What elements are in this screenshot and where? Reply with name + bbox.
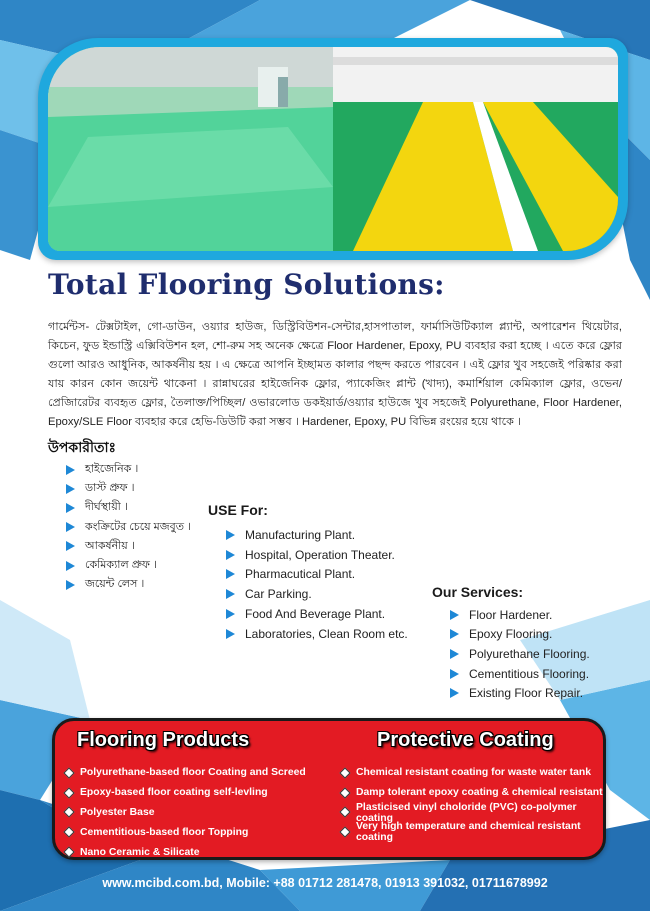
diamond-bullet-icon — [339, 787, 350, 798]
hero-photo — [48, 47, 618, 251]
services-list — [450, 605, 590, 703]
arrow-bullet-icon — [226, 530, 235, 540]
list-item: Very high temperature and chemical resistant coating — [341, 822, 603, 842]
list-item: Cementitious-based floor Topping — [65, 822, 306, 842]
list-item: Polyurethane-based floor Coating and Screed — [65, 763, 306, 783]
list-item: Pharmacutical Plant. — [226, 565, 408, 585]
arrow-bullet-icon — [226, 629, 235, 639]
intro-paragraph: গার্মেন্টস- টেক্সটাইল, গো-ডাউন, ওয়্যার হাউজ, ডিস্ট্রিবিউশন-সেন্টার,হাসপাতাল, ফার্মাসিউটিক্যাল প্ল্যান্ট, অপারেশন থিয়েটার, কিচেন, ফুড ইন্ডাস্ট্রি এক্সিবিউশন হল, শো-রুম সহ অনেক ক্ষেত্রে Floor Hardener, Epoxy, PU ব্যবহার করা হচ্ছে । এতে করে ফ্লোর গুলো আরও আধুনিক, আকর্ষনীয় হয় । এ ক্ষেত্রে আপনি ইচ্ছামত কালার পছন্দ করতে পারবেন । এই ফ্লোর খুব সহজেই পরিষ্কার করা যায় কারন কোন জয়েন্ট থাকেনা । রান্নাঘরের হাইজেনিক ফ্লোর, প্যাকেজিং প্লান্ট (খাদ্য), কমার্শিয়াল কেমিক্যাল ফ্লোর, ওভেন/প্রেজিারেটর ব্যবহৃত ফ্লোর, তৈলাক্ত/পিচ্ছিল/ ওভারলোড ডকইয়ার্ড/ওয়্যার হাউজে খুব সহজেই Polyurethane, Floor Hardener, Epoxy/SLE Floor ব্যবহার করে হেভি-ডিউটি করা সম্ভব । Hardener, Epoxy, PU বিভিন্ন রংয়ের হয়ে থাকে । — [48, 321, 622, 428]
arrow-bullet-icon — [66, 465, 75, 475]
arrow-bullet-icon — [66, 522, 75, 532]
list-item: Existing Floor Repair. — [450, 683, 590, 703]
arrow-bullet-icon — [66, 580, 75, 590]
arrow-bullet-icon — [66, 541, 75, 551]
arrow-bullet-icon — [450, 669, 459, 679]
diamond-bullet-icon — [339, 807, 350, 818]
list-item: Damp tolerant epoxy coating & chemical resistant — [341, 783, 603, 803]
list-item: জয়েন্ট লেস । — [66, 575, 191, 594]
arrow-bullet-icon — [66, 561, 75, 571]
list-item: আকর্ষনীয় । — [66, 537, 191, 556]
arrow-bullet-icon — [66, 503, 75, 513]
benefits-heading: উপকারীতাঃ — [48, 439, 116, 455]
list-item: Nano Ceramic & Silicate — [65, 842, 306, 862]
diamond-bullet-icon — [63, 807, 74, 818]
list-item: কংক্রিটের চেয়ে মজবুত । — [66, 518, 191, 537]
list-item: Polyester Base — [65, 803, 306, 823]
diamond-bullet-icon — [63, 827, 74, 838]
use-for-heading: USE For: — [208, 502, 268, 518]
arrow-bullet-icon — [226, 609, 235, 619]
protective-coating-heading: Protective Coating — [377, 729, 554, 751]
benefits-list — [66, 460, 191, 594]
diamond-bullet-icon — [63, 767, 74, 778]
arrow-bullet-icon — [66, 484, 75, 494]
list-item: Polyurethane Flooring. — [450, 644, 590, 664]
flooring-products-heading: Flooring Products — [77, 729, 250, 751]
diamond-bullet-icon — [63, 846, 74, 857]
list-item: Epoxy Flooring. — [450, 625, 590, 645]
flooring-products-list — [65, 763, 306, 862]
green-epoxy-floor-photo — [48, 47, 333, 251]
services-heading: Our Services: — [432, 584, 524, 600]
arrow-bullet-icon — [226, 589, 235, 599]
arrow-bullet-icon — [226, 569, 235, 579]
arrow-bullet-icon — [450, 610, 459, 620]
list-item: কেমিক্যাল প্রুফ । — [66, 556, 191, 575]
list-item: Laboratories, Clean Room etc. — [226, 624, 408, 644]
list-item: Plasticised vinyl choloride (PVC) co-polymer coating — [341, 803, 603, 823]
diamond-bullet-icon — [339, 827, 350, 838]
diamond-bullet-icon — [63, 787, 74, 798]
use-for-list — [226, 525, 408, 644]
footer-contact: www.mcibd.com.bd, Mobile: +88 01712 281478, 01913 391032, 01711678992 — [102, 876, 548, 890]
list-item: ডাস্ট প্রুফ । — [66, 479, 191, 498]
list-item: হাইজেনিক । — [66, 460, 191, 479]
list-item: দীর্ঘস্থায়ী । — [66, 498, 191, 517]
arrow-bullet-icon — [450, 688, 459, 698]
list-item: Chemical resistant coating for waste water tank — [341, 763, 603, 783]
list-item: Hospital, Operation Theater. — [226, 545, 408, 565]
diamond-bullet-icon — [339, 767, 350, 778]
protective-coating-list — [341, 763, 603, 842]
list-item: Floor Hardener. — [450, 605, 590, 625]
arrow-bullet-icon — [450, 649, 459, 659]
arrow-bullet-icon — [450, 629, 459, 639]
hero-photo-frame — [38, 38, 628, 260]
list-item: Manufacturing Plant. — [226, 525, 408, 545]
arrow-bullet-icon — [226, 550, 235, 560]
list-item: Car Parking. — [226, 584, 408, 604]
products-box — [52, 718, 606, 860]
list-item: Cementitious Flooring. — [450, 664, 590, 684]
page-title: Total Flooring Solutions: — [48, 268, 445, 301]
list-item: Epoxy-based floor coating self-levling — [65, 783, 306, 803]
list-item: Food And Beverage Plant. — [226, 604, 408, 624]
yellow-epoxy-floor-photo — [333, 47, 618, 251]
